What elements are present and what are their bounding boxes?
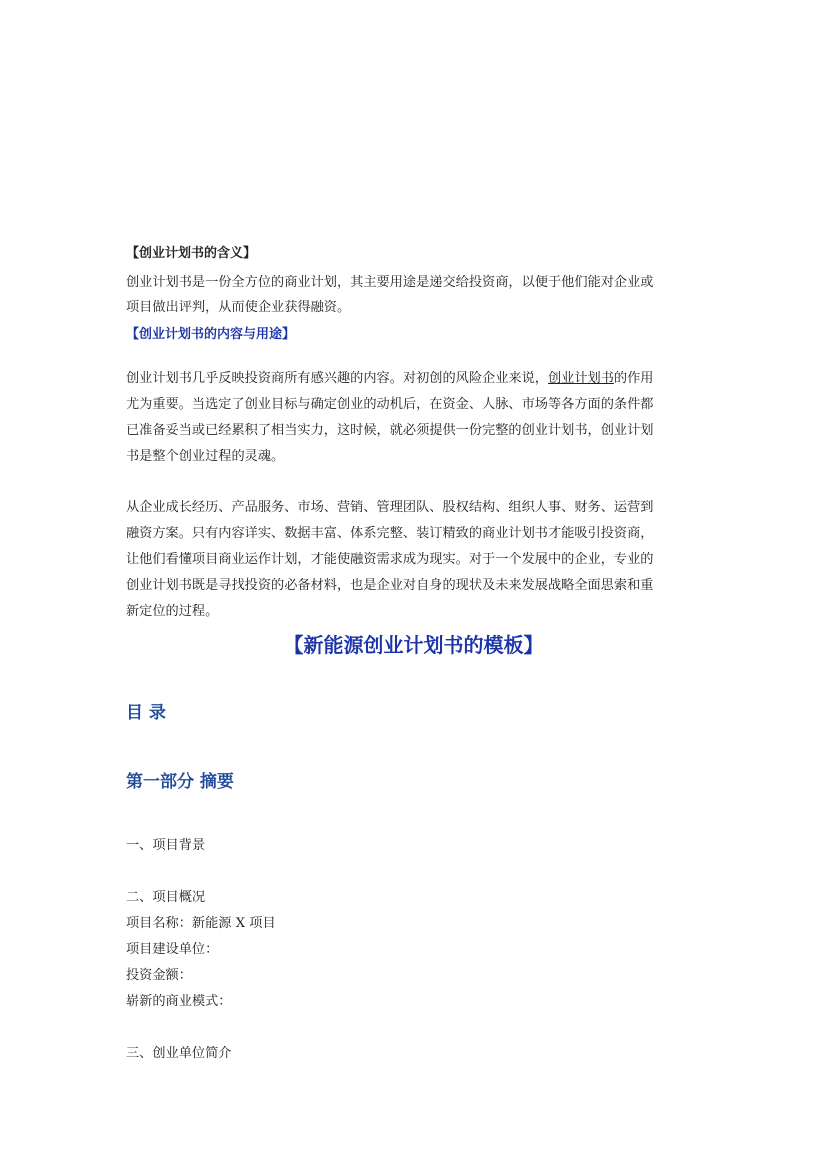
item-business-model: 崭新的商业模式： bbox=[126, 994, 232, 1009]
item-project-background: 一、项目背景 bbox=[126, 838, 206, 853]
section-heading-meaning: 【创业计划书的含义】 bbox=[126, 246, 257, 261]
text-line: 创业计划书既是寻找投资的必备材料，也是企业对自身的现状及未来发展战略全面思索和重 bbox=[126, 578, 654, 593]
text-line: 已准备妥当或已经累积了相当实力，这时候，就必须提供一份完整的创业计划书，创业计划 bbox=[126, 423, 654, 438]
template-title: 【新能源创业计划书的模板】 bbox=[283, 633, 544, 657]
text-line: 新定位的过程。 bbox=[126, 604, 219, 619]
text-line: 项目做出评判，从而使企业获得融资。 bbox=[126, 300, 351, 315]
text-line: 创业计划书是一份全方位的商业计划，其主要用途是递交给投资商，以便于他们能对企业或 bbox=[126, 275, 654, 290]
business-plan-link[interactable]: 创业计划书 bbox=[548, 371, 614, 386]
paragraph-meaning bbox=[126, 270, 702, 320]
text-segment: 的作用 bbox=[613, 371, 654, 386]
item-investment-amount: 投资金额： bbox=[126, 968, 192, 983]
text-line bbox=[126, 366, 702, 392]
text-line: 书是整个创业过程的灵魂。 bbox=[126, 449, 285, 464]
text-segment: 创业计划书几乎反映投资商所有感兴趣的内容。对初创的风险企业来说， bbox=[126, 371, 548, 386]
item-company-intro: 三、创业单位简介 bbox=[126, 1046, 232, 1061]
item-project-overview: 二、项目概况 bbox=[126, 890, 206, 905]
paragraph-content-usage-1 bbox=[126, 366, 702, 470]
item-project-name: 项目名称：新能源 X 项目 bbox=[126, 916, 276, 931]
toc-heading: 目 录 bbox=[126, 703, 166, 723]
text-line: 让他们看懂项目商业运作计划，才能使融资需求成为现实。对于一个发展中的企业，专业的 bbox=[126, 552, 654, 567]
text-line: 尤为重要。当选定了创业目标与确定创业的动机后，在资金、人脉、市场等各方面的条件都 bbox=[126, 397, 654, 412]
paragraph-content-usage-2 bbox=[126, 495, 702, 625]
section-heading-content-usage: 【创业计划书的内容与用途】 bbox=[126, 327, 296, 342]
text-line: 从企业成长经历、产品服务、市场、营销、管理团队、股权结构、组织人事、财务、运营到 bbox=[126, 500, 654, 515]
text-line: 融资方案。只有内容详实、数据丰富、体系完整、装订精致的商业计划书才能吸引投资商， bbox=[126, 526, 654, 541]
item-construction-unit: 项目建设单位： bbox=[126, 942, 219, 957]
part1-heading: 第一部分 摘要 bbox=[126, 772, 234, 792]
